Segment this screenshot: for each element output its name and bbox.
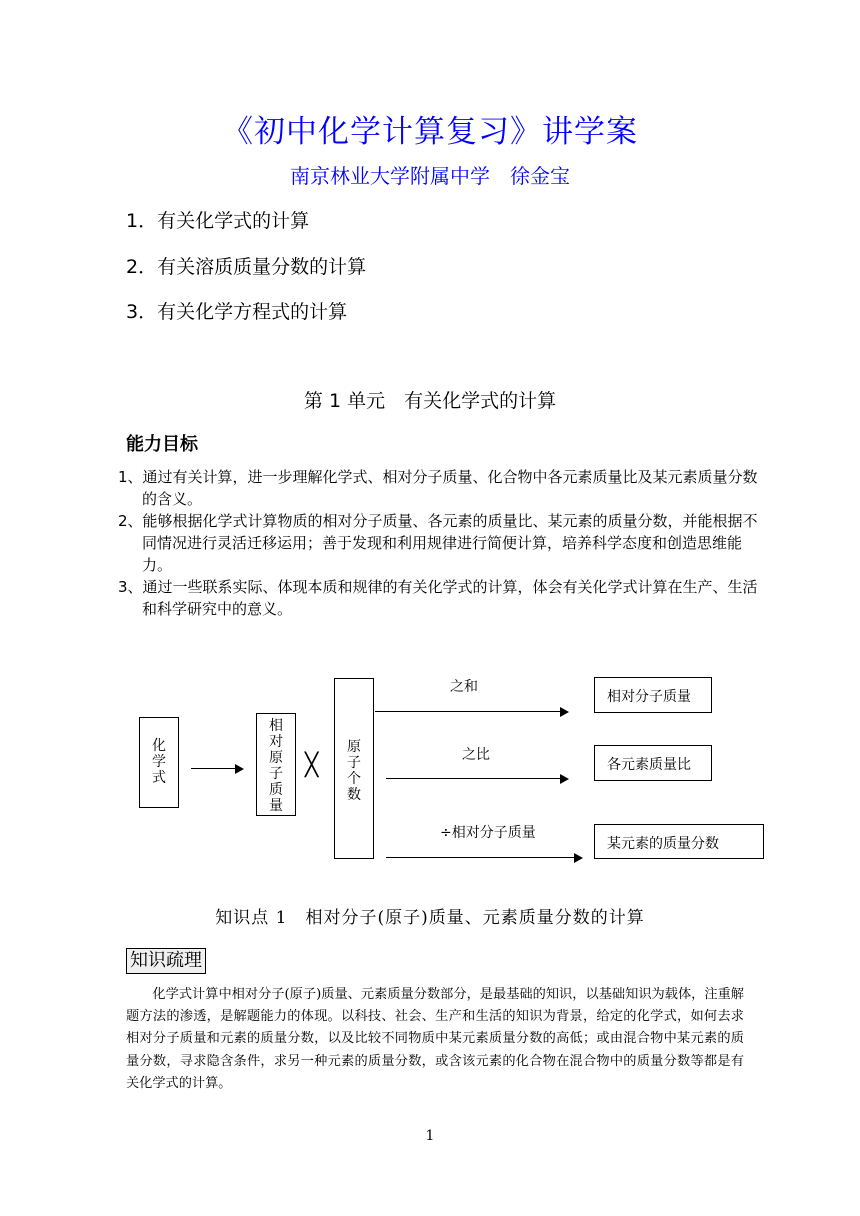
goals-list (118, 466, 758, 620)
result-rel-mol-mass-label: 相对分子质量 (607, 689, 691, 705)
rel-atomic-mass-box (256, 713, 296, 816)
document-title: 《初中化学计算复习》讲学案 (222, 114, 638, 150)
result-mass-fraction-box (594, 824, 764, 859)
goal-item-3: 3、通过一些联系实际、体现本质和规律的有关化学式的计算，体会有关化学式计算在生产、生活和科学研究中的意义。 (118, 578, 758, 618)
arrowhead-divide (574, 853, 583, 863)
arrowhead-ratio (560, 774, 569, 784)
atom-count-label: 原子个数 (347, 739, 361, 803)
multiply-sign: ╳ (305, 753, 319, 778)
arrow-ratio-line (386, 778, 560, 779)
edge-label-sum: 之和 (450, 679, 478, 695)
knowledge-point-heading: 知识点 1 相对分子(原子)质量、元素质量分数的计算 (215, 908, 645, 928)
arrowhead-formula (235, 764, 244, 774)
result-mass-fraction-label: 某元素的质量分数 (607, 836, 719, 852)
section-tag: 知识疏理 (126, 948, 206, 974)
goal-item-1: 1、通过有关计算，进一步理解化学式、相对分子质量、化合物中各元素质量比及某元素质量分数的含义。 (118, 468, 758, 508)
arrow-sum-line (375, 711, 560, 712)
author-line: 南京林业大学附属中学 徐金宝 (290, 164, 570, 188)
formula-box-label: 化学式 (152, 738, 166, 786)
goal-item-2: 2、能够根据化学式计算物质的相对分子质量、各元素的质量比、某元素的质量分数，并能根据不同情况进行灵活迁移运用；善于发现和利用规律进行简便计算，培养科学态度和创造思维能力。 (118, 512, 758, 574)
arrow-divide-line (386, 857, 574, 858)
edge-label-divide: ÷相对分子质量 (440, 825, 536, 841)
rel-atomic-mass-label: 相对原子质量 (269, 718, 283, 814)
goals-heading: 能力目标 (126, 434, 198, 455)
result-rel-mol-mass-box (594, 677, 712, 713)
unit-title: 第 1 单元 有关化学式的计算 (303, 390, 557, 412)
toc-item-3: 3．有关化学方程式的计算 (126, 301, 348, 323)
toc-item-1: 1．有关化学式的计算 (126, 210, 310, 232)
toc-item-2: 2．有关溶质质量分数的计算 (126, 256, 367, 278)
formula-box (139, 717, 179, 808)
arrow-formula-to-mass (191, 768, 235, 769)
atom-count-box (334, 678, 374, 859)
result-mass-ratio-label: 各元素质量比 (607, 757, 691, 773)
edge-label-ratio: 之比 (462, 747, 490, 763)
result-mass-ratio-box (594, 745, 712, 781)
page-number: 1 (425, 1128, 435, 1144)
body-paragraph: 化学式计算中相对分子(原子)质量、元素质量分数部分，是最基础的知识，以基础知识为载体，注重解题方法的渗透，是解题能力的体现。以科技、社会、生产和生活的知识为背景，给定的化学式，如何去求相对分子质量和元素的质量分数，以及比较不同物质中某元素质量分数的高低；或由混合物中某元素的质量分数，寻求隐含条件，求另一种元素的质量分数，或含该元素的化合物在混合物中的质量分数等都是有关化学式的计算。 (126, 987, 744, 1091)
arrowhead-sum (560, 707, 569, 717)
